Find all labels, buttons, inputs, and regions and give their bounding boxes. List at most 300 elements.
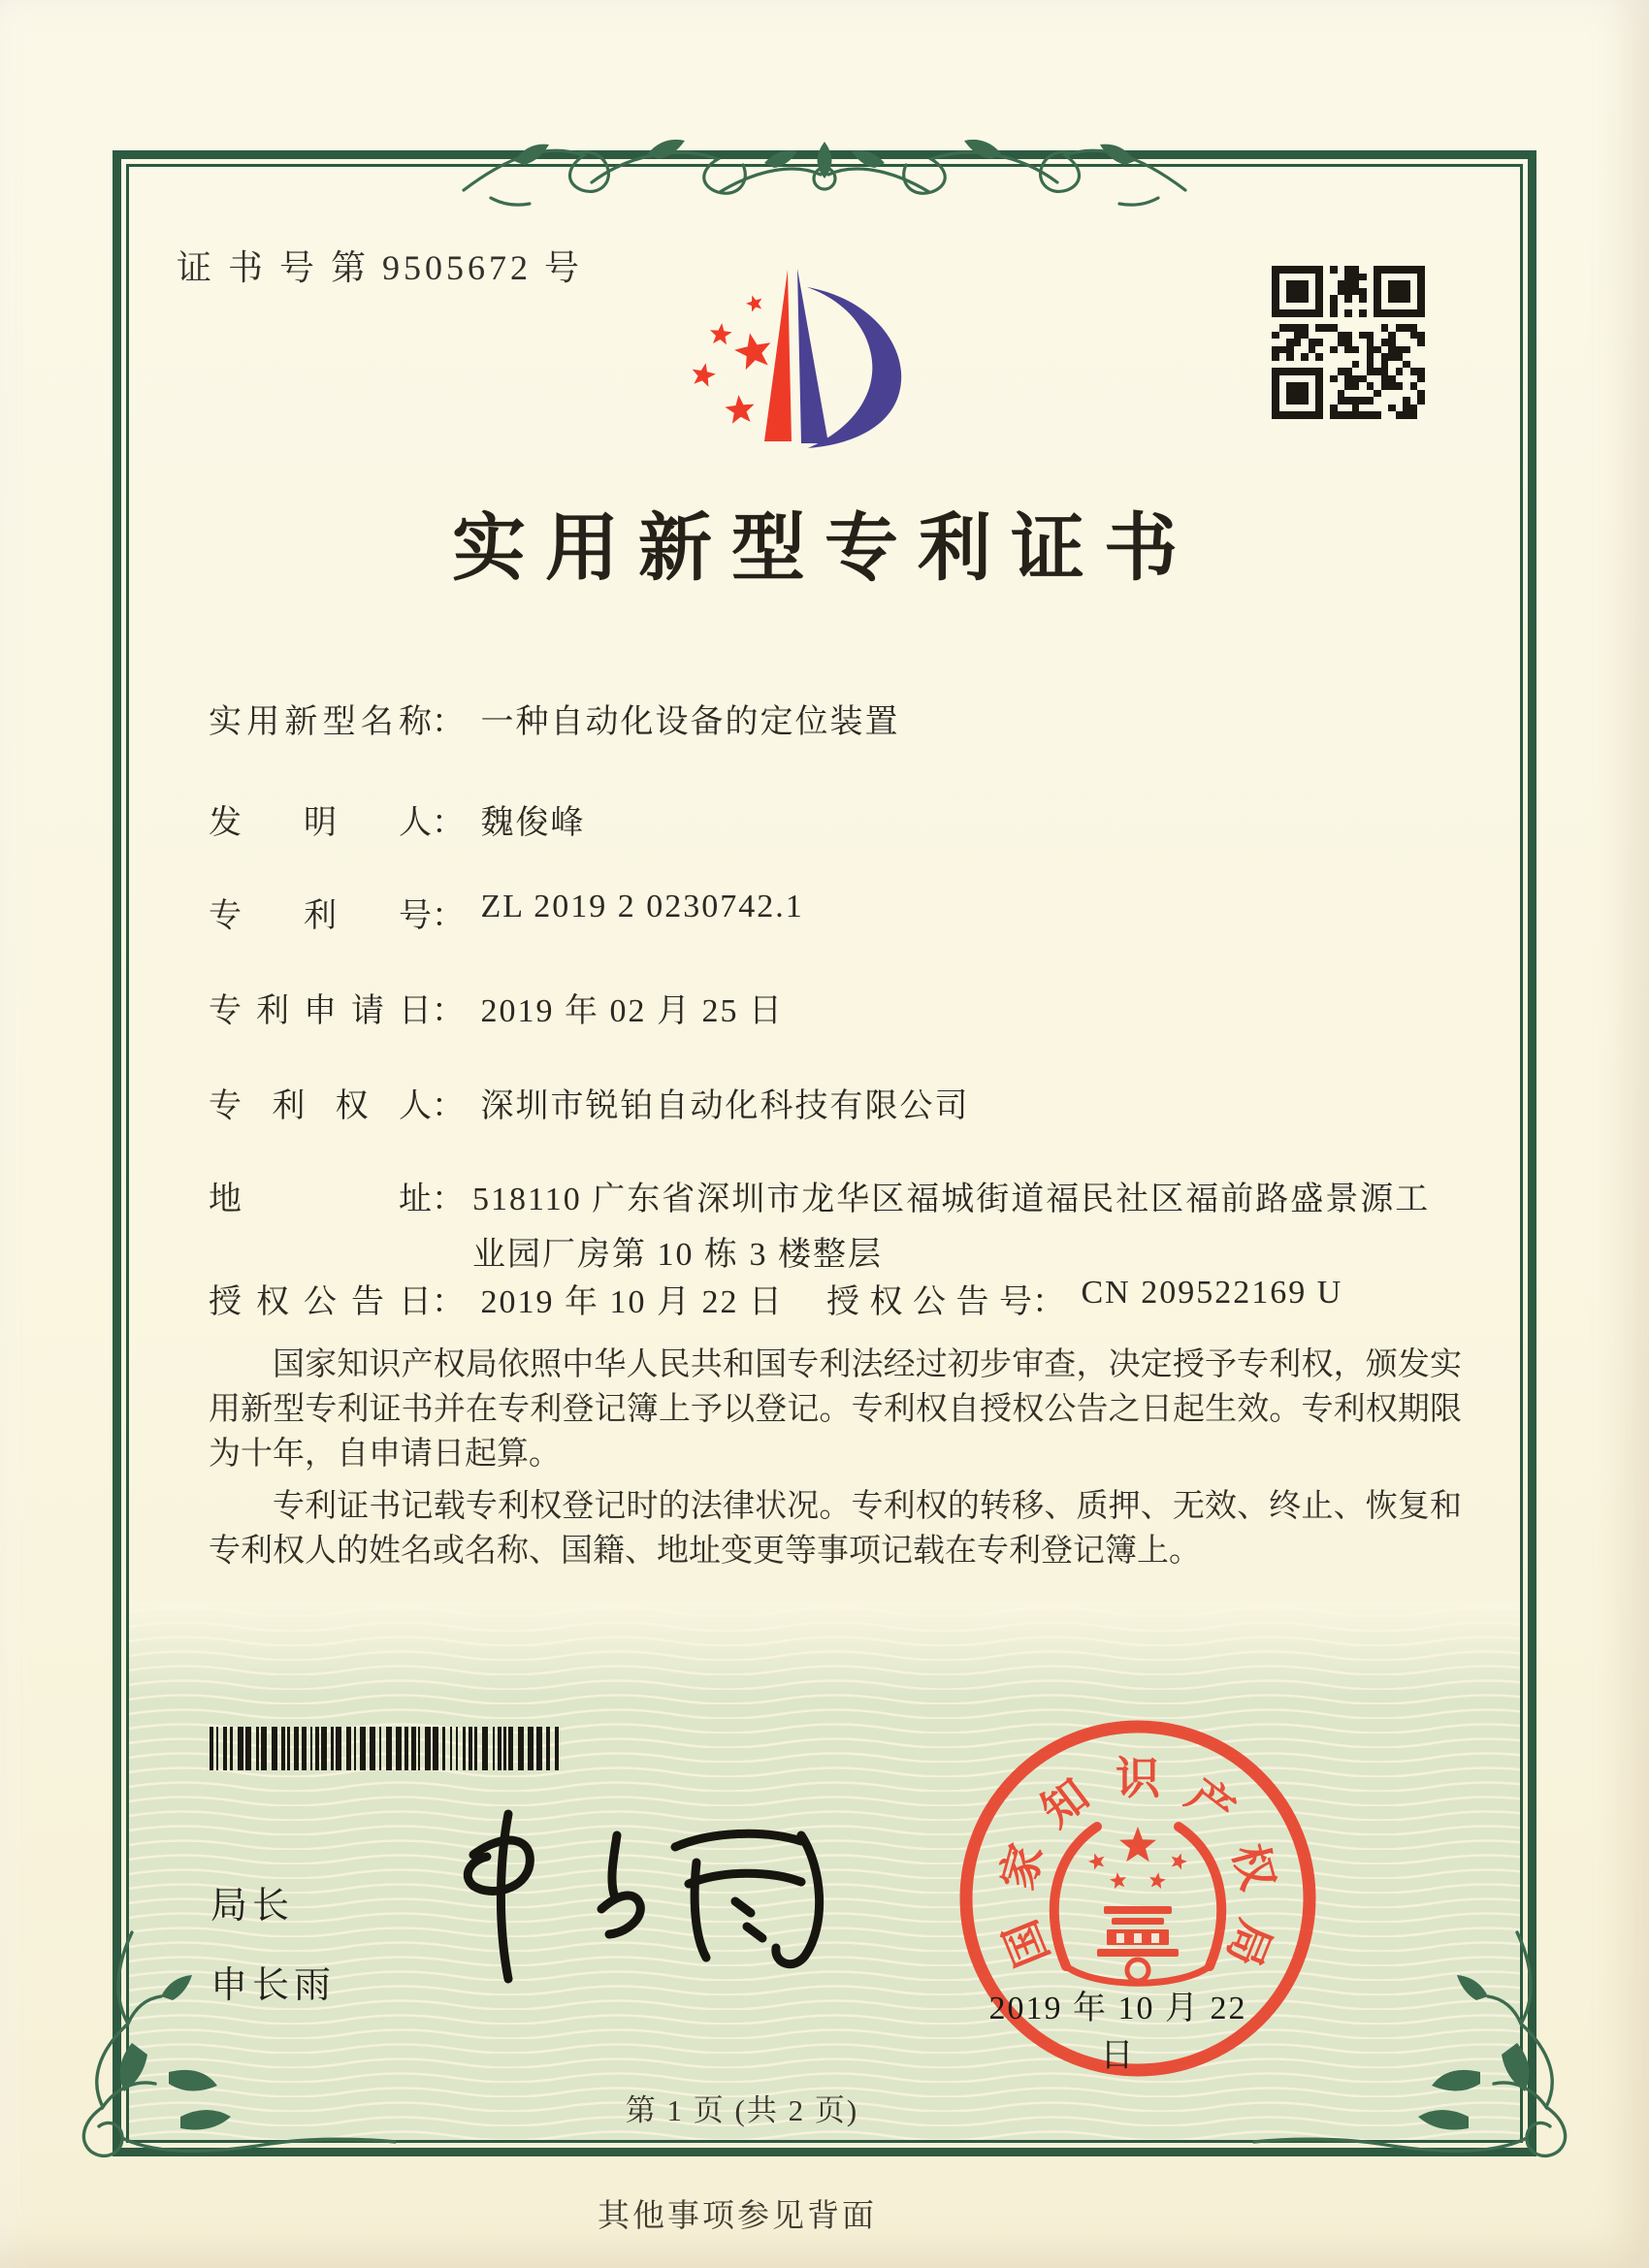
qr-module [1367,339,1374,346]
qr-module [1279,361,1287,369]
barcode [210,1727,611,1770]
field-value: 一种自动化设备的定位装置 [480,704,900,740]
qr-module [1367,375,1374,383]
barcode-bar [281,1727,285,1770]
qr-module [1272,397,1279,405]
qr-module [1272,274,1279,281]
qr-module [1344,411,1352,419]
qr-module [1417,317,1425,325]
qr-module [1315,375,1323,383]
qr-module [1272,295,1279,303]
qr-module [1294,411,1302,419]
qr-module [1352,375,1360,383]
qr-module [1286,288,1294,296]
qr-module [1359,405,1367,412]
qr-module [1388,390,1396,398]
qr-module [1374,274,1381,281]
qr-module [1381,368,1389,375]
qr-module [1286,382,1294,390]
barcode-bar [411,1727,416,1770]
qr-module [1294,280,1302,288]
barcode-bar [360,1727,366,1770]
barcode-bar [370,1727,375,1770]
barcode-bar [498,1727,501,1770]
qr-module [1417,332,1425,340]
qr-module [1330,266,1338,274]
field-row-inventor [209,795,1479,843]
qr-module [1286,346,1294,354]
qr-module [1396,324,1404,332]
qr-module [1338,288,1345,296]
qr-module [1279,405,1287,412]
qr-module [1330,346,1338,354]
qr-module [1279,332,1287,340]
qr-module [1301,309,1309,317]
qr-module [1403,266,1410,274]
qr-module [1374,390,1381,398]
qr-module [1315,295,1323,303]
qr-module [1403,375,1410,383]
qr-module [1381,266,1389,274]
qr-module [1403,324,1410,332]
qr-module [1388,288,1396,296]
qr-module [1309,390,1316,398]
svg-text:知: 知 [1032,1769,1098,1836]
qr-module [1330,303,1338,310]
qr-module [1374,266,1381,274]
qr-module [1323,353,1331,361]
qr-module [1330,390,1338,398]
qr-module [1279,280,1287,288]
qr-module [1344,288,1352,296]
barcode-bar [302,1727,307,1770]
qr-module [1294,317,1302,325]
qr-module [1403,353,1410,361]
barcode-bar [404,1727,408,1770]
qr-module [1323,274,1331,281]
field-colon: ： [432,1182,465,1217]
qr-module [1315,339,1323,346]
qr-module [1309,361,1316,369]
qr-module [1367,332,1374,340]
qr-module [1417,309,1425,317]
qr-module [1272,339,1279,346]
qr-module [1367,390,1374,398]
qr-module [1315,346,1323,354]
qr-module [1396,309,1404,317]
qr-module [1330,411,1338,419]
qr-module [1403,274,1410,281]
qr-module [1323,303,1331,310]
qr-module [1396,346,1404,354]
qr-module [1403,303,1410,310]
qr-module [1301,280,1309,288]
qr-module [1309,411,1316,419]
cnipa-logo [684,255,926,454]
qr-module [1374,405,1381,412]
qr-module [1344,274,1352,281]
qr-module [1388,353,1396,361]
qr-module [1417,303,1425,310]
qr-module [1410,411,1418,419]
qr-module [1352,303,1360,310]
qr-module [1388,368,1396,375]
field-label: 专利权人 [209,1088,432,1124]
qr-module [1352,390,1360,398]
qr-module [1323,309,1331,317]
qr-module [1403,361,1410,369]
qr-module [1359,375,1367,383]
qr-module [1367,368,1374,375]
qr-module [1410,390,1418,398]
qr-module [1272,390,1279,398]
qr-module [1410,375,1418,383]
barcode-bar [346,1727,351,1770]
qr-module [1381,332,1389,340]
qr-module [1396,411,1404,419]
qr-module [1381,274,1389,281]
qr-module [1367,397,1374,405]
qr-module [1315,274,1323,281]
qr-module [1410,274,1418,281]
field-row-grant [209,1275,1479,1322]
barcode-bar [493,1727,495,1770]
qr-module [1410,266,1418,274]
qr-module [1388,274,1396,281]
qr-module [1309,266,1316,274]
qr-module [1272,303,1279,310]
qr-module [1323,295,1331,303]
qr-module [1301,353,1309,361]
qr-module [1388,303,1396,310]
back-side-note: 其他事项参见背面 [598,2199,877,2234]
svg-text:国: 国 [995,1913,1058,1974]
qr-module [1367,303,1374,310]
qr-module [1294,375,1302,383]
qr-module [1381,317,1389,325]
qr-module [1309,317,1316,325]
qr-module [1294,397,1302,405]
svg-text:局: 局 [1217,1913,1280,1974]
qr-module [1294,390,1302,398]
seal-national-emblem [1054,1827,1221,1983]
qr-module [1315,368,1323,375]
barcode-bar [379,1727,381,1770]
qr-module [1367,295,1374,303]
qr-module [1301,368,1309,375]
field-colon: ： [432,993,465,1029]
qr-module [1381,361,1389,369]
qr-module [1294,405,1302,412]
qr-module [1279,274,1287,281]
qr-module [1315,266,1323,274]
qr-module [1410,339,1418,346]
qr-module [1279,397,1287,405]
qr-module [1309,303,1316,310]
qr-module [1279,368,1287,375]
qr-module [1315,288,1323,296]
qr-module [1301,411,1309,419]
qr-module [1374,303,1381,310]
barcode-bar [528,1727,534,1770]
qr-module [1396,339,1404,346]
barcode-bar [396,1727,402,1770]
qr-module [1374,280,1381,288]
field-row-address [209,1172,1479,1282]
qr-module [1374,353,1381,361]
qr-module [1381,382,1389,390]
qr-module [1374,375,1381,383]
qr-module [1286,353,1294,361]
qr-module [1279,411,1287,419]
legal-text [209,1343,1462,1573]
barcode-bar [210,1727,213,1770]
qr-module [1417,375,1425,383]
qr-module [1338,405,1345,412]
barcode-bar [223,1727,227,1770]
qr-module [1323,288,1331,296]
qr-module [1344,317,1352,325]
qr-module [1367,288,1374,296]
qr-module [1323,317,1331,325]
qr-module [1330,368,1338,375]
qr-module [1323,324,1331,332]
qr-module [1374,288,1381,296]
qr-module [1330,353,1338,361]
qr-module [1315,324,1323,332]
qr-module [1301,295,1309,303]
qr-module [1323,405,1331,412]
qr-module [1417,368,1425,375]
qr-module [1309,339,1316,346]
page-number: 第 1 页 (共 2 页) [625,2093,859,2127]
qr-module [1286,339,1294,346]
svg-text:识: 识 [1116,1754,1160,1803]
qr-module [1338,280,1345,288]
qr-module [1367,405,1374,412]
qr-module [1301,266,1309,274]
top-scroll-ornament [456,81,1193,237]
barcode-bar [331,1727,334,1770]
qr-module [1410,353,1418,361]
qr-module [1294,295,1302,303]
qr-module [1286,295,1294,303]
qr-module [1301,382,1309,390]
field-label: 授权公告号 [826,1284,1032,1320]
qr-module [1403,309,1410,317]
qr-module [1309,274,1316,281]
qr-module [1396,266,1404,274]
qr-module [1338,361,1345,369]
barcode-bar [518,1727,524,1770]
barcode-bar [272,1727,277,1770]
qr-module [1309,405,1316,412]
field-colon: ： [432,805,465,841]
qr-module [1396,361,1404,369]
qr-module [1381,309,1389,317]
qr-module [1359,274,1367,281]
qr-module [1286,361,1294,369]
qr-module [1352,266,1360,274]
qr-module [1330,324,1338,332]
qr-module [1352,295,1360,303]
seal-date: 2019 年 10 月 22 日 [988,1991,1247,2074]
qr-module [1359,353,1367,361]
qr-module [1359,317,1367,325]
qr-module [1344,324,1352,332]
qr-module [1286,280,1294,288]
qr-module [1344,332,1352,340]
qr-module [1294,324,1302,332]
qr-module [1279,295,1287,303]
qr-module [1417,274,1425,281]
barcode-bar [508,1727,513,1770]
qr-module [1344,266,1352,274]
field-colon: ： [432,1284,465,1320]
svg-text:家: 家 [992,1838,1052,1895]
qr-module [1352,397,1360,405]
qr-module [1272,361,1279,369]
barcode-bar [433,1727,438,1770]
qr-module [1417,382,1425,390]
qr-module [1323,411,1331,419]
qr-module [1344,303,1352,310]
qr-module [1286,397,1294,405]
qr-module [1286,375,1294,383]
qr-module [1315,353,1323,361]
qr-module [1359,382,1367,390]
barcode-bar [463,1727,466,1770]
qr-module [1381,390,1389,398]
qr-module [1338,346,1345,354]
qr-module [1338,309,1345,317]
barcode-bar [354,1727,356,1770]
barcode-bar [456,1727,458,1770]
field-row-utility-model-name [209,695,1479,742]
qr-module [1323,361,1331,369]
director-block [210,1866,336,2025]
qr-module [1367,266,1374,274]
qr-module [1410,397,1418,405]
barcode-bar [245,1727,251,1770]
qr-module [1286,274,1294,281]
qr-module [1301,274,1309,281]
barcode-bar [503,1727,506,1770]
qr-module [1272,332,1279,340]
qr-module [1315,411,1323,419]
qr-module [1338,390,1345,398]
barcode-bar [450,1727,452,1770]
qr-module [1323,346,1331,354]
qr-module [1410,288,1418,296]
qr-module [1338,317,1345,325]
qr-module [1359,397,1367,405]
qr-module [1338,397,1345,405]
qr-module [1381,324,1389,332]
qr-module [1352,353,1360,361]
qr-module [1286,332,1294,340]
field-label: 实用新型名称 [209,704,432,740]
qr-module [1330,274,1338,281]
qr-module [1330,309,1338,317]
qr-module [1301,375,1309,383]
field-label: 授权公告日 [209,1284,432,1320]
qr-module [1396,288,1404,296]
qr-module [1286,309,1294,317]
qr-module [1330,280,1338,288]
qr-module [1367,353,1374,361]
grant-date-group [209,1275,784,1320]
qr-module [1344,375,1352,383]
qr-module [1359,280,1367,288]
qr-module [1403,317,1410,325]
qr-module [1301,346,1309,354]
qr-module [1301,288,1309,296]
qr-module [1403,280,1410,288]
qr-module [1396,405,1404,412]
qr-module [1323,397,1331,405]
barcode-bar [536,1727,542,1770]
barcode-bar [238,1727,243,1770]
qr-module [1381,375,1389,383]
qr-module [1359,411,1367,419]
qr-module [1330,295,1338,303]
qr-module [1294,288,1302,296]
qr-module [1381,397,1389,405]
field-colon: ： [432,704,465,740]
qr-module [1279,353,1287,361]
field-label: 专利号 [209,898,432,934]
qr-module [1352,405,1360,412]
qr-module [1359,266,1367,274]
qr-module [1272,405,1279,412]
field-value: 2019 年 10 月 22 日 [480,1284,784,1320]
qr-module [1272,375,1279,383]
qr-module [1388,397,1396,405]
qr-module [1417,353,1425,361]
qr-module [1294,361,1302,369]
qr-module [1286,405,1294,412]
barcode-bar [261,1727,267,1770]
qr-module [1388,346,1396,354]
logo-blue-wedge [797,269,828,443]
qr-module [1381,353,1389,361]
qr-module [1309,280,1316,288]
qr-module [1410,324,1418,332]
barcode-bar [418,1727,420,1770]
qr-module [1417,390,1425,398]
qr-module [1294,309,1302,317]
qr-module [1417,288,1425,296]
qr-module [1301,303,1309,310]
qr-module [1272,368,1279,375]
qr-module [1315,397,1323,405]
qr-module [1294,303,1302,310]
qr-module [1396,353,1404,361]
qr-module [1410,368,1418,375]
qr-module [1330,397,1338,405]
qr-module [1309,295,1316,303]
qr-module [1403,397,1410,405]
qr-module [1279,375,1287,383]
barcode-bar [321,1727,327,1770]
qr-module [1352,339,1360,346]
qr-module [1352,288,1360,296]
grant-number-group [826,1275,1342,1322]
field-row-patent-number [209,889,1479,936]
qr-module [1279,309,1287,317]
qr-module [1344,397,1352,405]
